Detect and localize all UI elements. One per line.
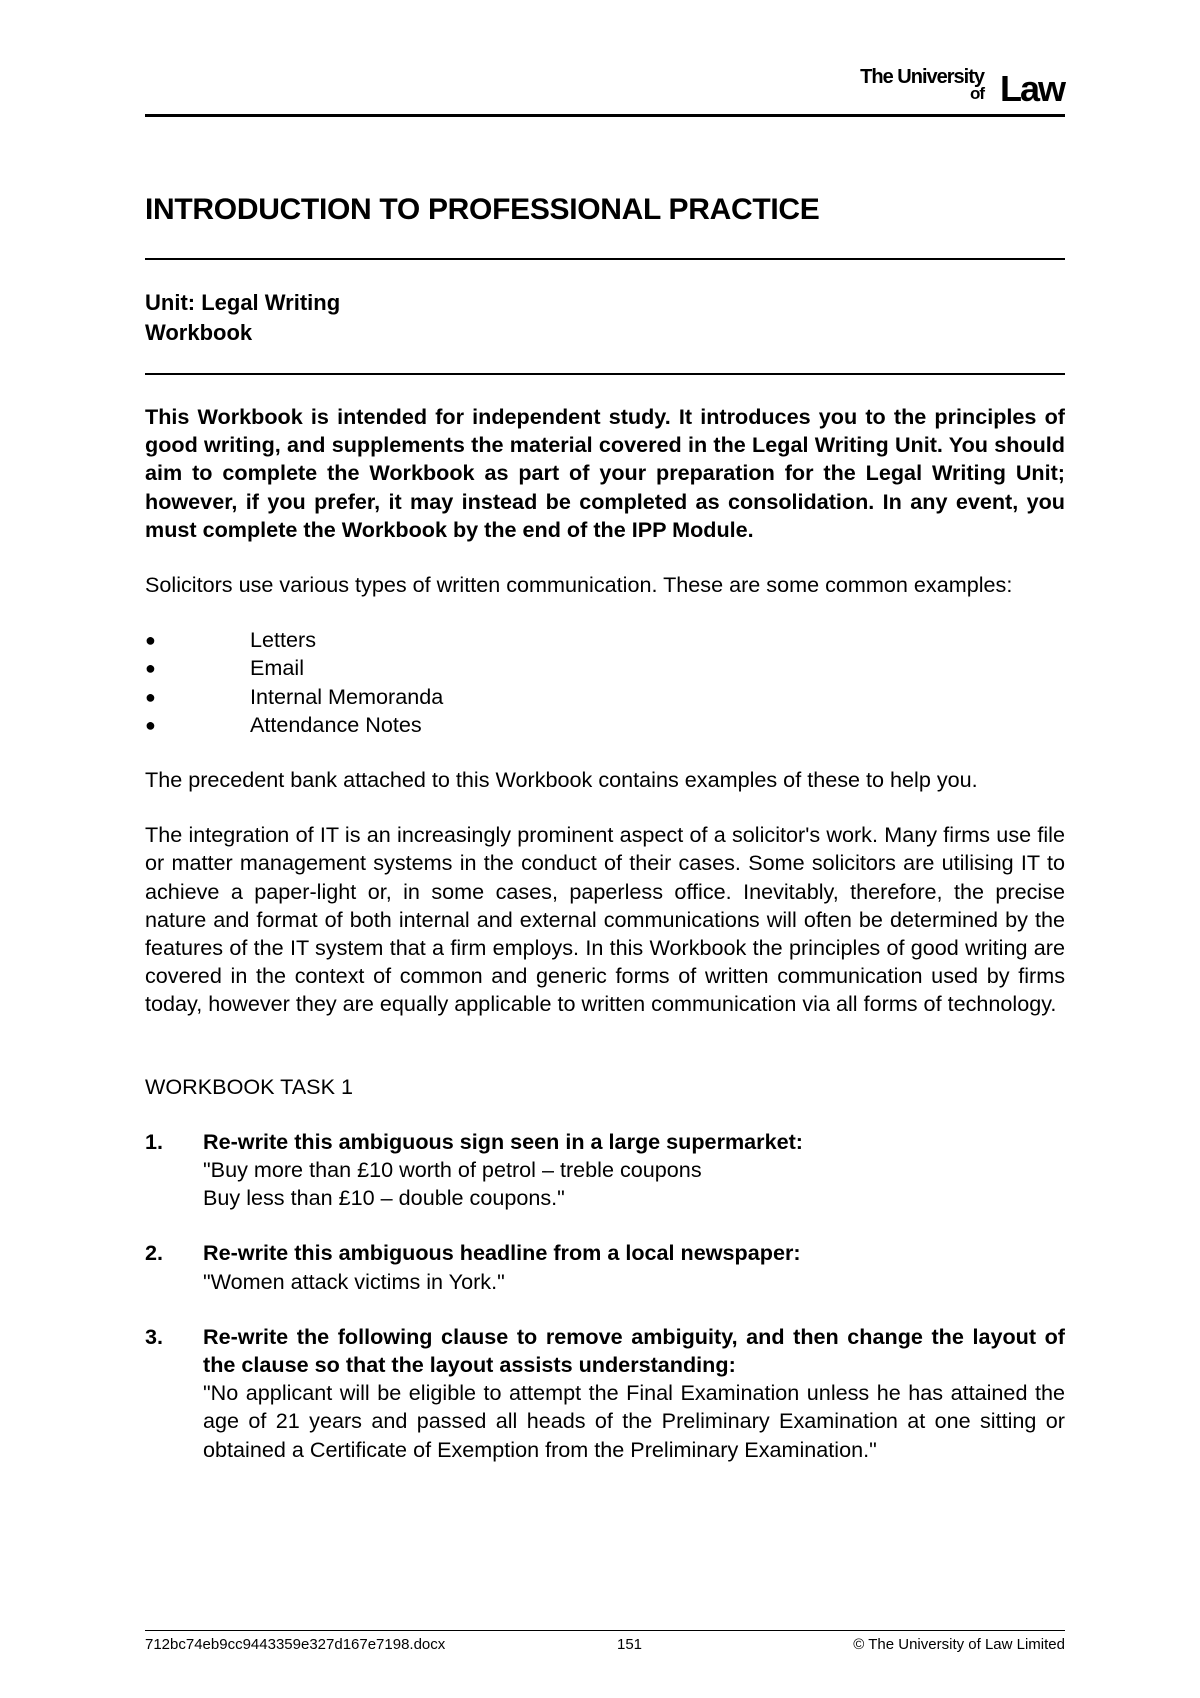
types-paragraph: Solicitors use various types of written communication. These are some common examples: <box>145 572 1013 598</box>
unit-name: Unit: Legal Writing <box>145 290 341 315</box>
header-rule <box>145 114 1065 117</box>
bullet-icon: ● <box>145 714 156 735</box>
it-paragraph: The integration of IT is an increasingly prominent aspect of a solicitor's work. Many firms use file or matter management systems in the conduct of their cases. Some solicitors are utilising IT to achieve a paper-light or, in some cases, paperless office. Inevitably, therefore, the precise nature and format of both internal and external communications will often be determined by the features of the IT system that a firm employs. In this Workbook the principles of good writing are covered in the context of common and generic forms of written communication used by firms today, however they are equally applicable to written communication via all forms of technology. <box>145 822 1065 1017</box>
unit-block <box>145 288 340 348</box>
footer-page-number: 151 <box>617 1636 643 1653</box>
document-body <box>145 403 1065 1464</box>
document-title: INTRODUCTION TO PROFESSIONAL PRACTICE <box>145 193 820 226</box>
title-rule <box>145 258 1065 260</box>
task-number: 2. <box>145 1240 164 1266</box>
university-logo <box>854 66 1064 109</box>
task-quote-line: "Buy more than £10 worth of petrol – treble coupons <box>203 1157 702 1183</box>
task-number: 1. <box>145 1128 164 1154</box>
task-quote-line: Buy less than £10 – double coupons." <box>203 1185 565 1211</box>
logo-line1: The University <box>860 66 984 88</box>
task-item-2 <box>145 1239 1065 1295</box>
task-number: 3. <box>145 1323 164 1349</box>
footer-filename: 712bc74eb9cc9443359e327d167e7198.docx <box>145 1636 446 1653</box>
bullet-icon: ● <box>145 630 156 651</box>
task-question: Re-write the following clause to remove ambiguity, and then change the layout of the clause so that the layout assists understanding: <box>203 1323 1065 1378</box>
bullet-icon: ● <box>145 686 156 707</box>
task-quote-line: "Women attack victims in York." <box>203 1268 505 1294</box>
bullet-icon: ● <box>145 658 156 679</box>
unit-rule <box>145 373 1065 375</box>
list-item: ● Letters <box>145 626 1065 654</box>
task-item-1 <box>145 1128 1065 1213</box>
list-item: ● Internal Memoranda <box>145 683 1065 711</box>
task-question: Re-write this ambiguous headline from a local newspaper: <box>203 1240 801 1266</box>
task-quote: "No applicant will be eligible to attempt the Final Examination unless he has attained the age of 21 years and passed all heads of the Preliminary Examination at one sitting or obtained a Certificate of Exemption from the Preliminary Examination." <box>203 1380 1065 1462</box>
unit-subtitle: Workbook <box>145 320 253 345</box>
footer-copyright: © The University of Law Limited <box>853 1636 1065 1653</box>
intro-paragraph: This Workbook is intended for independent study. It introduces you to the principles of good writing, and supplements the material covered in the Legal Writing Unit. You should aim to complete the Workbook as part of your preparation for the Legal Writing Unit; however, if you prefer, it may instead be completed as consolidation. In any event, you must complete the Workbook by the end of the IPP Module. <box>145 404 1065 542</box>
precedent-paragraph: The precedent bank attached to this Workbook contains examples of these to help you. <box>145 767 978 793</box>
list-item: ● Attendance Notes <box>145 711 1065 739</box>
task-question: Re-write this ambiguous sign seen in a large supermarket: <box>203 1128 803 1154</box>
list-item: ● Email <box>145 654 1065 682</box>
logo-line3: Law <box>999 68 1064 109</box>
footer-rule <box>145 1630 1065 1631</box>
logo-line2: of <box>969 84 984 103</box>
communication-types-list <box>145 626 1065 739</box>
task-heading: WORKBOOK TASK 1 <box>145 1073 353 1099</box>
task-item-3 <box>145 1323 1065 1464</box>
